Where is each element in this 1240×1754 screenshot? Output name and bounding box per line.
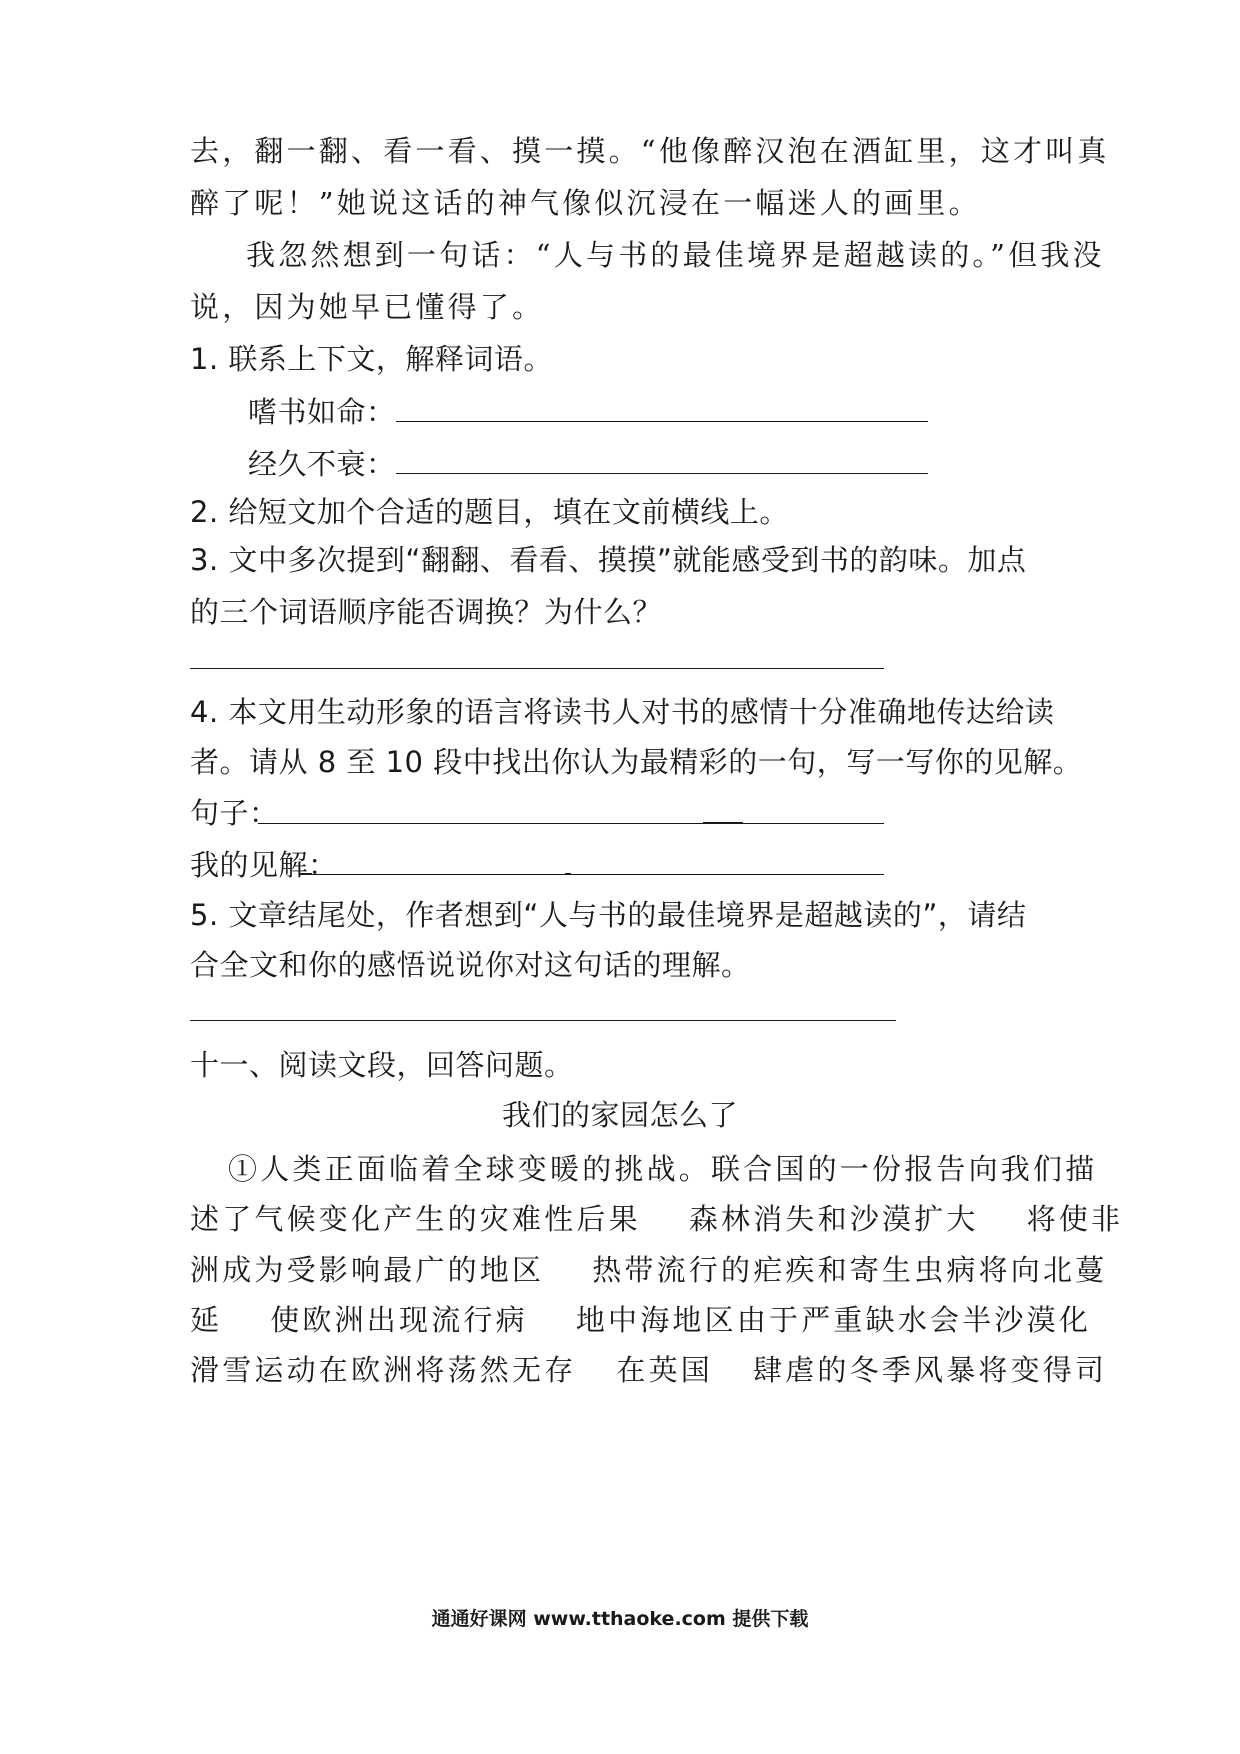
article-paragraph-line: [190, 1300, 1091, 1340]
q1-term-2: [248, 443, 928, 484]
article-fragment: 热带流行的疟疾和寄生虫病将向北蔓: [592, 1253, 1108, 1287]
q1-term-1-answer-blank[interactable]: [396, 391, 928, 422]
article-paragraph-line: [190, 1350, 1107, 1390]
article-fragment: 地中海地区由于严重缺水会半沙漠化: [575, 1303, 1092, 1337]
q4-sentence-answer-line[interactable]: [258, 823, 884, 824]
page-footer: 通通好课网 www.tthaoke.com 提供下载: [431, 1608, 809, 1630]
question-4-line: 4. 本文用生动形象的语言将读书人对书的感情十分准确地传达给读: [190, 695, 1055, 729]
article-paragraph-line: [190, 1199, 1123, 1239]
q1-term-2-label: 经久不衰：: [248, 447, 396, 481]
q4-sentence-line-mark: [703, 822, 743, 824]
q3-answer-line[interactable]: [190, 668, 884, 669]
article-fragment: 将使非: [1026, 1202, 1124, 1236]
article-fragment: 述了气候变化产生的灾难性后果: [190, 1202, 641, 1236]
passage-line: 我忽然想到一句话：“人与书的最佳境界是超越读的。”但我没: [246, 238, 1105, 272]
q1-term-1: [248, 391, 928, 432]
article-paragraph-line: ①人类正面临着全球变暖的挑战。联合国的一份报告向我们描: [228, 1152, 1098, 1186]
question-2-prompt: 2. 给短文加个合适的题目，填在文前横线上。: [190, 495, 789, 529]
question-3-line: 的三个词语顺序能否调换？为什么？: [190, 595, 663, 629]
article-fragment: 森林消失和沙漠扩大: [688, 1202, 979, 1236]
passage-line: 去，翻一翻、看一看、摸一摸。“他像醉汉泡在酒缸里，这才叫真: [190, 134, 1110, 168]
question-3-line: 3. 文中多次提到“翻翻、看看、摸摸”就能感受到书的韵味。加点: [190, 543, 1027, 577]
q1-term-1-label: 嗜书如命：: [248, 395, 396, 429]
article-fragment: 延: [190, 1303, 223, 1337]
article-fragment: 使欧洲出现流行病: [270, 1303, 528, 1337]
q4-opinion-label: 我的见解：: [190, 848, 338, 882]
passage-line: 醉了呢！”她说这话的神气像似沉浸在一幅迷人的画里。: [190, 186, 981, 220]
article-fragment: 肆虐的冬季风暴将变得司: [753, 1353, 1108, 1387]
article-title: 我们的家园怎么了: [501, 1098, 738, 1132]
article-paragraph-line: [190, 1250, 1107, 1290]
q4-opinion-answer-line[interactable]: [300, 874, 884, 875]
passage-line: 说，因为她早已懂得了。: [190, 290, 545, 324]
q5-answer-line[interactable]: [190, 1020, 896, 1021]
article-fragment: 在英国: [616, 1353, 714, 1387]
question-5-line: 5. 文章结尾处，作者想到“人与书的最佳境界是超越读的”，请结: [190, 898, 1027, 932]
q4-sentence-label: 句子：: [190, 796, 279, 830]
q4-opinion-line-mark: [300, 873, 312, 875]
article-fragment: 洲成为受影响最广的地区: [190, 1253, 545, 1287]
question-1-prompt: 1. 联系上下文，解释词语。: [190, 342, 553, 376]
q1-term-2-answer-blank[interactable]: [396, 443, 928, 474]
section-11-heading: 十一、阅读文段，回答问题。: [190, 1048, 574, 1082]
article-fragment: 滑雪运动在欧洲将荡然无存: [190, 1353, 577, 1387]
q4-opinion-line-mark: [565, 873, 571, 875]
question-4-line: 者。请从 8 至 10 段中找出你认为最精彩的一句，写一写你的见解。: [190, 745, 1083, 779]
question-5-line: 合全文和你的感悟说说你对这句话的理解。: [190, 948, 751, 982]
